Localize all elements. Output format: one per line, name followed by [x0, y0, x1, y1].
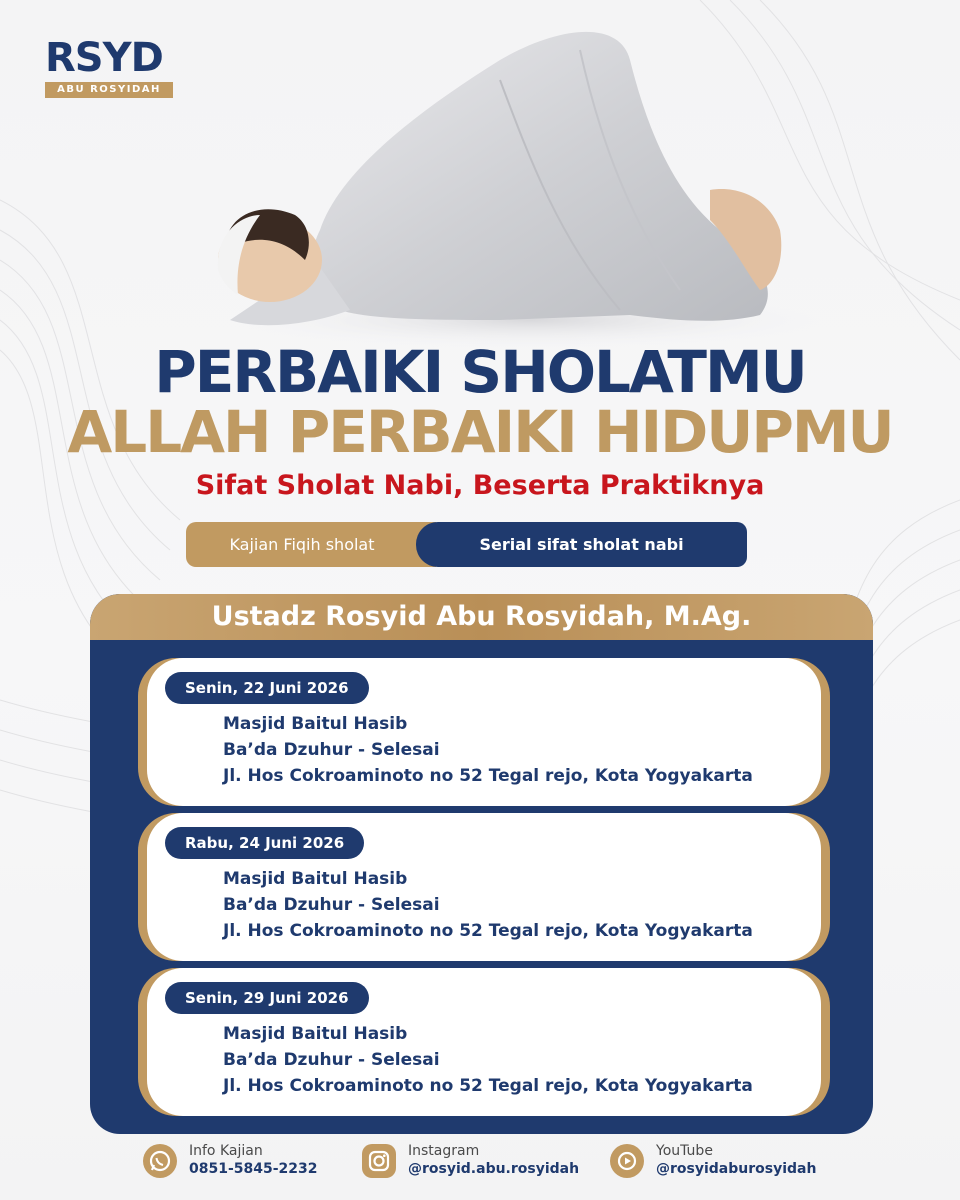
headline-line-2: ALLAH PERBAIKI HIDUPMU	[67, 398, 893, 466]
contact-label: Info Kajian	[189, 1143, 263, 1159]
address: Jl. Hos Cokroaminoto no 52 Tegal rejo, Kota Yogyakarta	[223, 921, 753, 941]
logo-mark: RSYD	[45, 35, 163, 81]
time: Ba’da Dzuhur - Selesai	[223, 740, 440, 760]
subtitle: Sifat Sholat Nabi, Beserta Praktiknya	[195, 470, 765, 501]
contact-value[interactable]: @rosyid.abu.rosyidah	[408, 1161, 580, 1177]
praying-man-illustration	[200, 20, 820, 350]
card-body	[147, 813, 821, 961]
topic-tags	[186, 522, 747, 567]
brand-logo	[45, 36, 175, 98]
venue: Masjid Baitul Hasib	[223, 714, 408, 734]
time: Ba’da Dzuhur - Selesai	[223, 895, 440, 915]
venue: Masjid Baitul Hasib	[223, 1024, 408, 1044]
contact-value[interactable]: 0851-5845-2232	[189, 1161, 318, 1177]
tag-serial: Serial sifat sholat nabi	[416, 522, 747, 567]
contact-label: Instagram	[408, 1143, 480, 1159]
contact-value[interactable]: @rosyidaburosyidah	[656, 1161, 817, 1177]
date-badge: Senin, 29 Juni 2026	[165, 982, 369, 1014]
card-body	[147, 658, 821, 806]
address: Jl. Hos Cokroaminoto no 52 Tegal rejo, Kota Yogyakarta	[223, 1076, 753, 1096]
headline-line-1: PERBAIKI SHOLATMU	[154, 338, 806, 406]
youtube-icon	[610, 1144, 644, 1178]
date-badge: Rabu, 24 Juni 2026	[165, 827, 364, 859]
schedule-card	[138, 968, 830, 1116]
schedule-card	[138, 658, 830, 806]
logo-subtitle: ABU ROSYIDAH	[45, 82, 173, 98]
venue: Masjid Baitul Hasib	[223, 869, 408, 889]
whatsapp-icon	[143, 1144, 177, 1178]
tag-kajian-label: Kajian Fiqih sholat	[229, 535, 375, 554]
address: Jl. Hos Cokroaminoto no 52 Tegal rejo, Kota Yogyakarta	[223, 766, 753, 786]
time: Ba’da Dzuhur - Selesai	[223, 1050, 440, 1070]
speaker-name: Ustadz Rosyid Abu Rosyidah, M.Ag.	[90, 594, 873, 640]
date-badge: Senin, 22 Juni 2026	[165, 672, 369, 704]
tag-kajian	[186, 522, 436, 567]
contact-label: YouTube	[656, 1143, 713, 1159]
instagram-icon	[362, 1144, 396, 1178]
card-body	[147, 968, 821, 1116]
schedule-card	[138, 813, 830, 961]
